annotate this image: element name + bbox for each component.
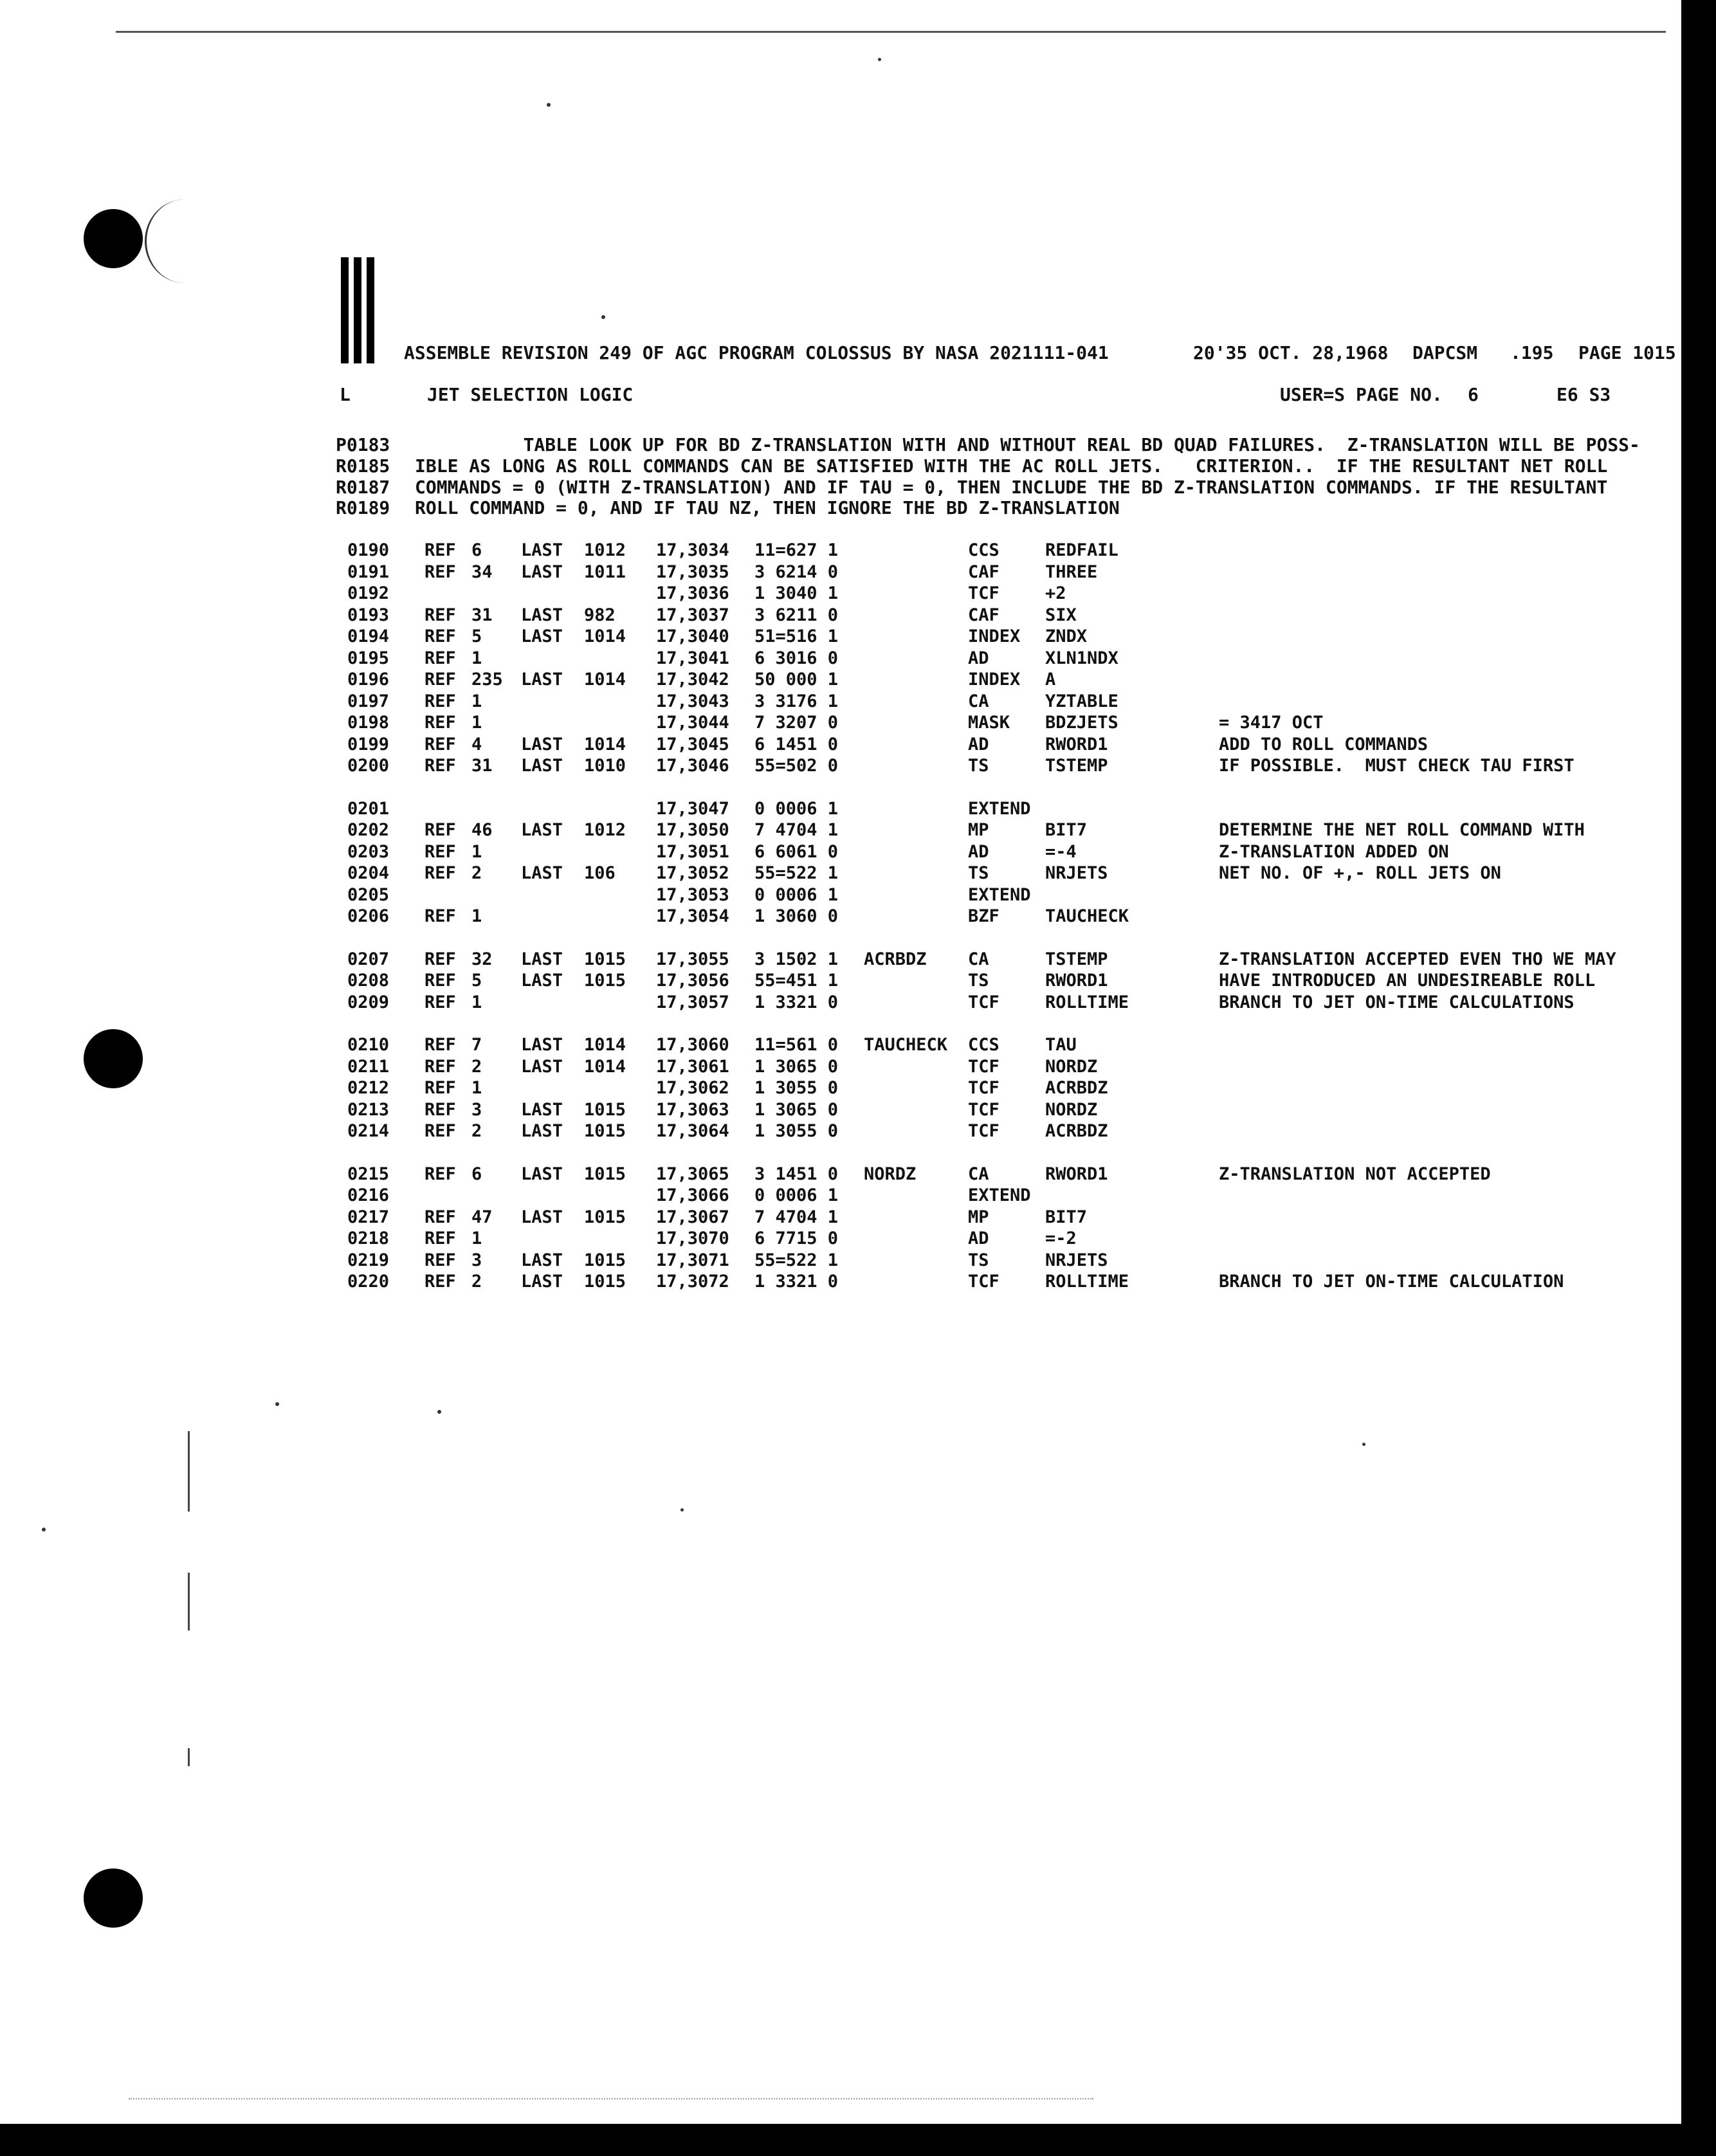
subheader-user-page: 6: [1468, 384, 1479, 405]
address: 17,3054: [656, 906, 729, 926]
address: 17,3046: [656, 756, 729, 776]
line-comment: HAVE INTRODUCED AN UNDESIREABLE ROLL: [1219, 971, 1596, 991]
ref-marker: REF: [424, 992, 456, 1012]
line-comment: BRANCH TO JET ON-TIME CALCULATIONS: [1219, 992, 1575, 1012]
address: 17,3066: [656, 1185, 729, 1205]
subheader-section: JET SELECTION LOGIC: [427, 384, 634, 405]
ref-count: 5: [471, 971, 482, 991]
ref-count: 3: [471, 1099, 482, 1120]
last-marker: LAST: [521, 626, 563, 646]
octal-word: 3 3176 1: [754, 691, 839, 711]
octal-word: 6 3016 0: [754, 648, 839, 668]
octal-word: 55=451 1: [754, 971, 839, 991]
opcode: EXTEND: [968, 1185, 1031, 1205]
address: 17,3065: [656, 1164, 729, 1184]
ref-count: 1: [471, 1229, 482, 1248]
octal-word: 0 0006 1: [754, 798, 839, 819]
ref-count: 2: [471, 863, 482, 883]
line-number: 0191: [347, 562, 390, 582]
operand: ACRBDZ: [1045, 1121, 1108, 1141]
address: 17,3050: [656, 820, 729, 840]
opcode: TCF: [968, 1099, 999, 1120]
line-number: 0220: [347, 1272, 390, 1292]
ref-marker: REF: [424, 562, 456, 582]
last-page: 1015: [584, 1121, 626, 1141]
last-marker: LAST: [521, 971, 563, 991]
last-page: 1012: [584, 540, 626, 560]
octal-word: 6 6061 0: [754, 841, 839, 862]
ref-marker: REF: [424, 1078, 456, 1098]
last-page: 1014: [584, 1035, 626, 1055]
operand: ROLLTIME: [1045, 992, 1129, 1012]
opcode: AD: [968, 1229, 989, 1248]
line-number: 0203: [347, 841, 390, 862]
opcode: TS: [968, 863, 989, 883]
ref-marker: REF: [424, 648, 456, 668]
ref-marker: REF: [424, 1164, 456, 1184]
opcode: TCF: [968, 1056, 999, 1077]
opcode: AD: [968, 734, 989, 754]
line-number: 0210: [347, 1035, 390, 1055]
comment-line-number: P0183: [336, 434, 390, 455]
operand: ROLLTIME: [1045, 1272, 1129, 1292]
octal-word: 0 0006 1: [754, 1185, 839, 1205]
line-comment: Z-TRANSLATION ADDED ON: [1219, 841, 1449, 862]
octal-word: 1 3065 0: [754, 1099, 839, 1120]
ref-marker: REF: [424, 756, 456, 776]
last-page: 1014: [584, 734, 626, 754]
line-number: 0198: [347, 713, 390, 733]
opcode: MASK: [968, 713, 1010, 733]
operand: A: [1045, 670, 1056, 690]
ref-marker: REF: [424, 971, 456, 991]
last-page: 1015: [584, 1207, 626, 1227]
opcode: TCF: [968, 1078, 999, 1098]
line-number: 0193: [347, 605, 390, 625]
line-comment: NET NO. OF +,- ROLL JETS ON: [1219, 863, 1501, 883]
opcode: EXTEND: [968, 884, 1031, 905]
header-program: DAPCSM: [1412, 342, 1478, 363]
address: 17,3040: [656, 626, 729, 646]
opcode: AD: [968, 841, 989, 862]
subheader-type: L: [340, 384, 351, 405]
operand: ZNDX: [1045, 626, 1088, 646]
octal-word: 1 3055 0: [754, 1121, 839, 1141]
line-number: 0207: [347, 949, 390, 969]
opcode: MP: [968, 820, 989, 840]
subheader-user-page-label: USER=S PAGE NO.: [1280, 384, 1443, 405]
octal-word: 1 3055 0: [754, 1078, 839, 1098]
line-number: 0199: [347, 734, 390, 754]
ref-marker: REF: [424, 949, 456, 969]
code-label: ACRBDZ: [864, 949, 927, 969]
header-title: ASSEMBLE REVISION 249 OF AGC PROGRAM COLOSSUS BY NASA 2021111-041: [404, 342, 1109, 363]
speck: [42, 1528, 46, 1531]
address: 17,3041: [656, 648, 729, 668]
speck: [878, 58, 881, 61]
line-number: 0197: [347, 691, 390, 711]
ref-marker: REF: [424, 1056, 456, 1077]
address: 17,3070: [656, 1229, 729, 1248]
opcode: TCF: [968, 992, 999, 1012]
address: 17,3037: [656, 605, 729, 625]
line-number: 0200: [347, 756, 390, 776]
octal-word: 3 6214 0: [754, 562, 839, 582]
line-number: 0196: [347, 670, 390, 690]
last-page: 1015: [584, 1164, 626, 1184]
punch-hole-middle: [84, 1029, 143, 1088]
last-marker: LAST: [521, 949, 563, 969]
line-number: 0206: [347, 906, 390, 926]
comment-line-text: ROLL COMMAND = 0, AND IF TAU NZ, THEN IGNORE THE BD Z-TRANSLATION: [415, 497, 1120, 518]
last-page: 1015: [584, 1250, 626, 1270]
line-number: 0213: [347, 1099, 390, 1120]
ref-marker: REF: [424, 1207, 456, 1227]
operand: =-4: [1045, 841, 1077, 862]
ref-marker: REF: [424, 1229, 456, 1248]
ref-marker: REF: [424, 605, 456, 625]
octal-word: 3 1502 1: [754, 949, 839, 969]
last-marker: LAST: [521, 1099, 563, 1120]
operand: BIT7: [1045, 820, 1088, 840]
octal-word: 50 000 1: [754, 670, 839, 690]
last-page: 1014: [584, 1056, 626, 1077]
octal-word: 0 0006 1: [754, 884, 839, 905]
line-comment: Z-TRANSLATION ACCEPTED EVEN THO WE MAY: [1219, 949, 1616, 969]
address: 17,3072: [656, 1272, 729, 1292]
octal-word: 11=627 1: [754, 540, 839, 560]
ref-count: 32: [471, 949, 493, 969]
octal-word: 3 1451 0: [754, 1164, 839, 1184]
operand: ACRBDZ: [1045, 1078, 1108, 1098]
last-marker: LAST: [521, 1250, 563, 1270]
line-comment: DETERMINE THE NET ROLL COMMAND WITH: [1219, 820, 1585, 840]
comment-line-number: R0189: [336, 497, 390, 518]
opcode: TCF: [968, 583, 999, 603]
margin-mark: [188, 1748, 190, 1766]
header-timestamp: 20'35 OCT. 28,1968: [1193, 342, 1389, 363]
ref-count: 235: [471, 670, 503, 690]
code-label: NORDZ: [864, 1164, 917, 1184]
opcode: CAF: [968, 562, 999, 582]
octal-word: 7 4704 1: [754, 820, 839, 840]
last-page: 1011: [584, 562, 626, 582]
margin-mark: [188, 1573, 190, 1631]
punch-hole-top: [84, 209, 143, 268]
comment-line-number: R0185: [336, 455, 390, 477]
ref-count: 1: [471, 648, 482, 668]
ref-marker: REF: [424, 1250, 456, 1270]
ref-count: 1: [471, 691, 482, 711]
opcode: TS: [968, 971, 989, 991]
last-marker: LAST: [521, 863, 563, 883]
line-number: 0219: [347, 1250, 390, 1270]
address: 17,3044: [656, 713, 729, 733]
ref-marker: REF: [424, 906, 456, 926]
last-marker: LAST: [521, 1035, 563, 1055]
opcode: TCF: [968, 1272, 999, 1292]
speck: [1362, 1443, 1365, 1446]
last-marker: LAST: [521, 670, 563, 690]
address: 17,3042: [656, 670, 729, 690]
octal-word: 51=516 1: [754, 626, 839, 646]
opcode: CCS: [968, 1035, 999, 1055]
octal-word: 7 4704 1: [754, 1207, 839, 1227]
operand: REDFAIL: [1045, 540, 1118, 560]
opcode: BZF: [968, 906, 999, 926]
last-marker: LAST: [521, 734, 563, 754]
line-comment: BRANCH TO JET ON-TIME CALCULATION: [1219, 1272, 1564, 1292]
line-comment: = 3417 OCT: [1219, 713, 1324, 733]
ref-count: 3: [471, 1250, 482, 1270]
ref-marker: REF: [424, 820, 456, 840]
octal-word: 55=522 1: [754, 1250, 839, 1270]
octal-word: 7 3207 0: [754, 713, 839, 733]
octal-word: 11=561 0: [754, 1035, 839, 1055]
ref-marker: REF: [424, 691, 456, 711]
operand: XLN1NDX: [1045, 648, 1118, 668]
ref-marker: REF: [424, 1035, 456, 1055]
ref-count: 31: [471, 756, 493, 776]
ref-marker: REF: [424, 1272, 456, 1292]
octal-word: 1 3065 0: [754, 1056, 839, 1077]
ref-count: 1: [471, 906, 482, 926]
address: 17,3036: [656, 583, 729, 603]
last-marker: LAST: [521, 1056, 563, 1077]
operand: =-2: [1045, 1229, 1077, 1248]
operand: RWORD1: [1045, 971, 1108, 991]
operand: NORDZ: [1045, 1099, 1098, 1120]
operand: YZTABLE: [1045, 691, 1118, 711]
last-marker: LAST: [521, 756, 563, 776]
last-marker: LAST: [521, 1207, 563, 1227]
ref-marker: REF: [424, 670, 456, 690]
ref-marker: REF: [424, 713, 456, 733]
address: 17,3056: [656, 971, 729, 991]
line-number: 0194: [347, 626, 390, 646]
line-number: 0208: [347, 971, 390, 991]
speck: [601, 315, 605, 319]
opcode: INDEX: [968, 626, 1021, 646]
opcode: CCS: [968, 540, 999, 560]
last-marker: LAST: [521, 1121, 563, 1141]
octal-word: 1 3040 1: [754, 583, 839, 603]
line-number: 0217: [347, 1207, 390, 1227]
address: 17,3064: [656, 1121, 729, 1141]
operand: BIT7: [1045, 1207, 1088, 1227]
operand: +2: [1045, 583, 1066, 603]
header-code: .195: [1510, 342, 1554, 363]
octal-word: 1 3321 0: [754, 992, 839, 1012]
last-page: 1010: [584, 756, 626, 776]
line-comment: Z-TRANSLATION NOT ACCEPTED: [1219, 1164, 1491, 1184]
opcode: INDEX: [968, 670, 1021, 690]
comment-line-number: R0187: [336, 477, 390, 498]
address: 17,3063: [656, 1099, 729, 1120]
operand: TAUCHECK: [1045, 906, 1129, 926]
operand: THREE: [1045, 562, 1098, 582]
line-number: 0214: [347, 1121, 390, 1141]
line-comment: ADD TO ROLL COMMANDS: [1219, 734, 1428, 754]
last-page: 1014: [584, 670, 626, 690]
ref-marker: REF: [424, 540, 456, 560]
address: 17,3060: [656, 1035, 729, 1055]
address: 17,3035: [656, 562, 729, 582]
line-number: 0216: [347, 1185, 390, 1205]
octal-word: 3 6211 0: [754, 605, 839, 625]
ref-count: 46: [471, 820, 493, 840]
opcode: EXTEND: [968, 798, 1031, 819]
address: 17,3055: [656, 949, 729, 969]
ref-count: 2: [471, 1056, 482, 1077]
opcode: TS: [968, 1250, 989, 1270]
operand: RWORD1: [1045, 734, 1108, 754]
last-page: 1015: [584, 1099, 626, 1120]
speck: [437, 1410, 441, 1414]
line-number: 0192: [347, 583, 390, 603]
octal-word: 6 7715 0: [754, 1229, 839, 1248]
address: 17,3043: [656, 691, 729, 711]
ref-marker: REF: [424, 841, 456, 862]
octal-word: 1 3321 0: [754, 1272, 839, 1292]
operand: NORDZ: [1045, 1056, 1098, 1077]
octal-word: 1 3060 0: [754, 906, 839, 926]
line-number: 0195: [347, 648, 390, 668]
address: 17,3052: [656, 863, 729, 883]
octal-word: 55=502 0: [754, 756, 839, 776]
bottom-edge-dots: [129, 2098, 1093, 2099]
ref-count: 1: [471, 713, 482, 733]
punch-hole-bottom: [84, 1868, 143, 1928]
line-number: 0190: [347, 540, 390, 560]
line-number: 0215: [347, 1164, 390, 1184]
punch-hole-arc: [145, 199, 224, 283]
address: 17,3051: [656, 841, 729, 862]
opcode: CAF: [968, 605, 999, 625]
ref-count: 2: [471, 1272, 482, 1292]
opcode: TS: [968, 756, 989, 776]
last-marker: LAST: [521, 605, 563, 625]
octal-word: 55=522 1: [754, 863, 839, 883]
ref-marker: REF: [424, 626, 456, 646]
operand: SIX: [1045, 605, 1077, 625]
last-page: 982: [584, 605, 616, 625]
last-page: 1012: [584, 820, 626, 840]
ref-count: 6: [471, 540, 482, 560]
ref-count: 7: [471, 1035, 482, 1055]
line-number: 0202: [347, 820, 390, 840]
line-number: 0212: [347, 1078, 390, 1098]
operand: RWORD1: [1045, 1164, 1108, 1184]
ref-count: 4: [471, 734, 482, 754]
line-number: 0218: [347, 1229, 390, 1248]
address: 17,3067: [656, 1207, 729, 1227]
ref-marker: REF: [424, 1099, 456, 1120]
address: 17,3053: [656, 884, 729, 905]
line-number: 0201: [347, 798, 390, 819]
comment-line-text: IBLE AS LONG AS ROLL COMMANDS CAN BE SATISFIED WITH THE AC ROLL JETS. CRITERION.. IF THE RESULTANT NET ROLL: [415, 455, 1608, 477]
last-marker: LAST: [521, 1272, 563, 1292]
last-marker: LAST: [521, 820, 563, 840]
ref-marker: REF: [424, 734, 456, 754]
opcode: MP: [968, 1207, 989, 1227]
code-label: TAUCHECK: [864, 1035, 948, 1055]
address: 17,3062: [656, 1078, 729, 1098]
address: 17,3057: [656, 992, 729, 1012]
last-page: 1014: [584, 626, 626, 646]
operand: NRJETS: [1045, 1250, 1108, 1270]
top-edge-line: [116, 31, 1666, 33]
operand: TSTEMP: [1045, 949, 1108, 969]
line-comment: IF POSSIBLE. MUST CHECK TAU FIRST: [1219, 756, 1575, 776]
address: 17,3045: [656, 734, 729, 754]
ref-marker: REF: [424, 1121, 456, 1141]
opcode: CA: [968, 1164, 989, 1184]
ref-count: 34: [471, 562, 493, 582]
octal-word: 6 1451 0: [754, 734, 839, 754]
opcode: TCF: [968, 1121, 999, 1141]
address: 17,3071: [656, 1250, 729, 1270]
address: 17,3047: [656, 798, 729, 819]
last-page: 106: [584, 863, 616, 883]
operand: TSTEMP: [1045, 756, 1108, 776]
ref-count: 5: [471, 626, 482, 646]
operand: BDZJETS: [1045, 713, 1118, 733]
comment-line-text: COMMANDS = 0 (WITH Z-TRANSLATION) AND IF TAU = 0, THEN INCLUDE THE BD Z-TRANSLATION COMMANDS. IF THE RESULTANT: [415, 477, 1608, 498]
line-number: 0205: [347, 884, 390, 905]
line-number: 0204: [347, 863, 390, 883]
ref-count: 1: [471, 1078, 482, 1098]
subheader-code: E6 S3: [1556, 384, 1611, 405]
ref-count: 1: [471, 992, 482, 1012]
line-number: 0211: [347, 1056, 390, 1077]
line-number: 0209: [347, 992, 390, 1012]
speck: [680, 1508, 684, 1512]
speck: [275, 1402, 279, 1406]
ref-count: 2: [471, 1121, 482, 1141]
address: 17,3061: [656, 1056, 729, 1077]
ref-count: 1: [471, 841, 482, 862]
ref-count: 6: [471, 1164, 482, 1184]
address: 17,3034: [656, 540, 729, 560]
ref-marker: REF: [424, 863, 456, 883]
ref-count: 47: [471, 1207, 493, 1227]
speck: [547, 103, 551, 107]
opcode: CA: [968, 949, 989, 969]
ref-count: 31: [471, 605, 493, 625]
operand: NRJETS: [1045, 863, 1108, 883]
last-page: 1015: [584, 949, 626, 969]
comment-line-text: TABLE LOOK UP FOR BD Z-TRANSLATION WITH AND WITHOUT REAL BD QUAD FAILURES. Z-TRANSLATION WILL BE POSS-: [415, 434, 1640, 455]
header-page: PAGE 1015: [1578, 342, 1676, 363]
last-marker: LAST: [521, 562, 563, 582]
last-marker: LAST: [521, 1164, 563, 1184]
opcode: AD: [968, 648, 989, 668]
operand: TAU: [1045, 1035, 1077, 1055]
opcode: CA: [968, 691, 989, 711]
margin-mark: [188, 1431, 190, 1512]
last-page: 1015: [584, 1272, 626, 1292]
last-page: 1015: [584, 971, 626, 991]
last-marker: LAST: [521, 540, 563, 560]
